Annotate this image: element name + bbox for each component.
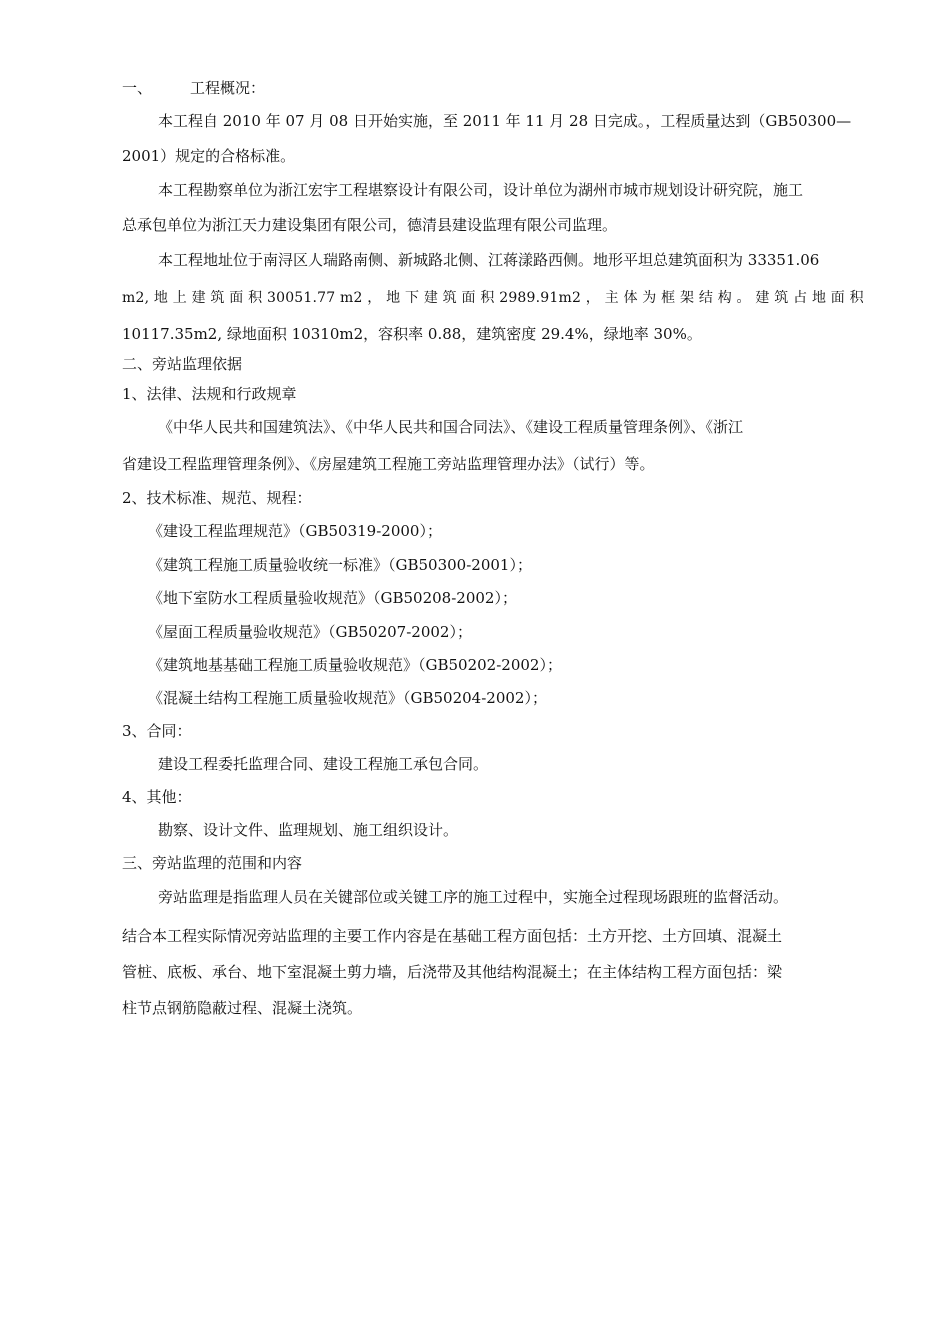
section2-sub1-title: 1、法律、法规和行政规章 <box>122 385 297 403</box>
standard-item: 《建设工程监理规范》（GB50319-2000）； <box>148 522 442 540</box>
section2-sub4-text: 勘察、设计文件、监理规划、施工组织设计。 <box>158 821 459 839</box>
section1-p2-line2: 总承包单位为浙江天力建设集团有限公司，德清县建设监理有限公司监理。 <box>122 216 618 234</box>
section2-sub1-line2: 省建设工程监理管理条例》、《房屋建筑工程施工旁站监理管理办法》（试行）等。 <box>122 455 655 473</box>
section3-line3: 管桩、底板、承台、地下室混凝土剪力墙，后浇带及其他结构混凝土；在主体结构工程方面包括：梁 <box>122 963 783 981</box>
standard-item: 《建筑地基基础工程施工质量验收规范》（GB50202-2002）； <box>148 656 562 674</box>
section1-number: 一、 <box>122 79 153 97</box>
section2-sub3-text: 建设工程委托监理合同、建设工程施工承包合同。 <box>158 755 489 773</box>
standard-item: 《屋面工程质量验收规范》（GB50207-2002）； <box>148 623 472 641</box>
section3-line1: 旁站监理是指监理人员在关键部位或关键工序的施工过程中，实施全过程现场跟班的监督活动。 <box>158 888 789 906</box>
section1-title: 工程概况： <box>190 79 266 97</box>
standard-item: 《混凝土结构工程施工质量验收规范》（GB50204-2002）； <box>148 689 547 707</box>
section1-p3-line3: 10117.35m2, 绿地面积 10310m2，容积率 0.88，建筑密度 29.4%，绿地率 30%。 <box>122 325 702 343</box>
section1-p2-line1: 本工程勘察单位为浙江宏宇工程堪察设计有限公司，设计单位为湖州市城市规划设计研究院，施工 <box>158 181 804 199</box>
section1-p1-line2: 2001）规定的合格标准。 <box>122 147 296 165</box>
section3-line4: 柱节点钢筋隐蔽过程、混凝土浇筑。 <box>122 999 363 1017</box>
section2-sub3-title: 3、合同： <box>122 722 192 740</box>
section1-p1-line1: 本工程自 2010 年 07 月 08 日开始实施，至 2011 年 11 月 28 日完成。，工程质量达到（GB50300— <box>158 112 852 130</box>
standard-item: 《建筑工程施工质量验收统一标准》（GB50300-2001）； <box>148 556 532 574</box>
section2-sub1-line1: 《中华人民共和国建筑法》、《中华人民共和国合同法》、《建设工程质量管理条例》、《浙江 <box>158 418 744 436</box>
section2-sub2-title: 2、技术标准、规范、规程： <box>122 489 312 507</box>
section3-title: 三、旁站监理的范围和内容 <box>122 854 303 872</box>
section2-sub4-title: 4、其他： <box>122 788 192 806</box>
section2-title: 二、旁站监理依据 <box>122 355 243 373</box>
section3-line2: 结合本工程实际情况旁站监理的主要工作内容是在基础工程方面包括：土方开挖、土方回填、混凝土 <box>122 927 783 945</box>
section1-heading <box>122 78 265 98</box>
standard-item: 《地下室防水工程质量验收规范》（GB50208-2002）； <box>148 589 517 607</box>
section1-p3-line1: 本工程地址位于南浔区人瑞路南侧、新城路北侧、江蒋漾路西侧。地形平坦总建筑面积为 33351.06 <box>158 251 820 269</box>
section1-p3-line2: m2, 地 上 建 筑 面 积 30051.77 m2 ， 地 下 建 筑 面 积 2989.91m2 ， 主 体 为 框 架 结 构 。 建 筑 占 地 面 积 <box>122 290 864 306</box>
